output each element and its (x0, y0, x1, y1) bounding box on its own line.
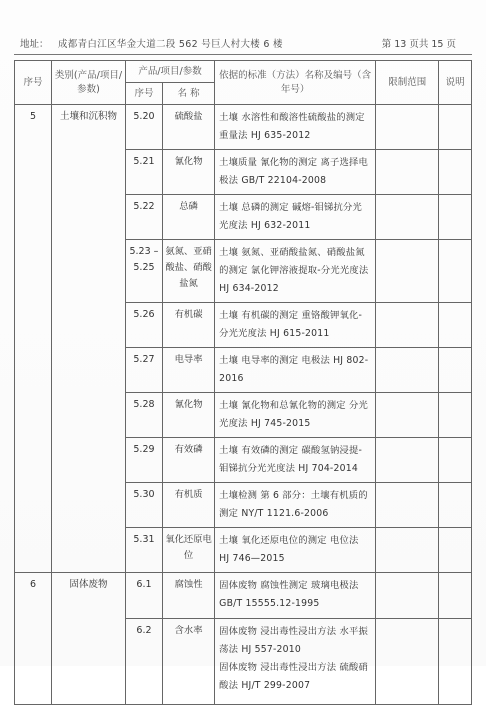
row-sub-name: 含水率 (174, 625, 203, 636)
row-limit (376, 240, 439, 303)
table-row (15, 105, 472, 150)
row-standard: 土壤 氰化物和总氰化物的测定 分光光度法 HJ 745-2015 (219, 400, 368, 429)
row-category (52, 303, 125, 311)
row-category (52, 393, 125, 401)
row-category (52, 438, 125, 446)
row-note (439, 240, 472, 303)
row-category: 土壤和沉积物 (59, 111, 117, 122)
row-limit (376, 573, 439, 619)
row-note (439, 483, 472, 528)
row-sub-seq: 5.26 (133, 309, 155, 320)
row-sub-seq: 5.31 (133, 534, 155, 545)
row-note (439, 303, 472, 348)
row-seq (15, 438, 51, 446)
row-seq (15, 393, 51, 401)
row-sub-name: 氨氮、亚硝酸盐、硝酸盐氮 (165, 246, 212, 289)
row-sub-seq: 5.21 (133, 156, 155, 167)
row-sub-seq: 6.1 (136, 579, 152, 590)
row-seq (15, 619, 51, 627)
row-category (52, 483, 125, 491)
table-row (15, 348, 472, 393)
row-category (52, 195, 125, 203)
row-standard: 土壤 电导率的测定 电极法 HJ 802-2016 (219, 355, 369, 384)
table-row (15, 240, 472, 303)
row-note (439, 195, 472, 240)
row-limit (376, 105, 439, 150)
header-product-group: 产品/项目/参数 (125, 61, 214, 83)
row-note (439, 348, 472, 393)
row-category (52, 619, 125, 627)
header-seq: 序号 (15, 61, 52, 105)
row-note (439, 619, 472, 705)
row-standard: 土壤检测 第 6 部分：土壤有机质的测定 NY/T 1121.6-2006 (219, 490, 368, 519)
row-limit (376, 619, 439, 705)
row-standard: 固体废物 腐蚀性测定 玻璃电极法 GB/T 15555.12-1995 (219, 580, 359, 609)
row-sub-name: 氰化物 (174, 399, 203, 410)
header-sub-name: 名 称 (162, 83, 214, 105)
row-note (439, 528, 472, 573)
row-note (439, 150, 472, 195)
row-seq (15, 348, 51, 356)
row-seq (15, 483, 51, 491)
row-seq (15, 195, 51, 203)
row-seq (15, 150, 51, 158)
row-sub-seq: 5.28 (133, 399, 155, 410)
row-sub-seq: 5.22 (133, 201, 155, 212)
row-limit (376, 348, 439, 393)
row-limit (376, 483, 439, 528)
row-seq (15, 240, 51, 248)
header-standard: 依据的标准（方法）名称及编号（含年号） (215, 61, 376, 105)
row-sub-seq: 5.30 (133, 489, 155, 500)
address-label: 地址： (20, 39, 49, 50)
header-divider (14, 54, 472, 55)
row-sub-name: 总磷 (179, 201, 198, 212)
row-sub-seq: 5.23 – 5.25 (129, 246, 159, 273)
header-limit: 限制范围 (376, 61, 439, 105)
row-sub-seq: 5.29 (133, 444, 155, 455)
table-row (15, 393, 472, 438)
row-seq (15, 303, 51, 311)
row-category (52, 150, 125, 158)
page-number: 第 13 页共 15 页 (381, 39, 456, 50)
page-header (20, 36, 466, 52)
row-seq (15, 528, 51, 536)
row-limit (376, 438, 439, 483)
row-standard: 土壤 有效磷的测定 碳酸氢钠浸提-钼锑抗分光光度法 HJ 704-2014 (219, 445, 362, 474)
row-category (52, 348, 125, 356)
row-sub-name: 氰化物 (174, 156, 203, 167)
row-standard: 土壤 氧化还原电位的测定 电位法 HJ 746—2015 (219, 535, 359, 564)
header-category: 类别(产品/项目/参数) (51, 61, 125, 105)
row-standard: 土壤 氨氮、亚硝酸盐氮、硝酸盐氮的测定 氯化钾溶液提取-分光光度法 HJ 634-2012 (219, 247, 369, 294)
scope-table (14, 60, 472, 705)
row-sub-name: 腐蚀性 (174, 579, 203, 590)
row-sub-name: 有机质 (174, 489, 203, 500)
table-body (15, 105, 472, 705)
row-standard: 土壤 水溶性和酸溶性硫酸盐的测定 重量法 HJ 635-2012 (219, 112, 365, 141)
table-row (15, 303, 472, 348)
row-sub-name: 氧化还原电位 (165, 534, 212, 561)
row-category (52, 528, 125, 536)
row-standard: 固体废物 浸出毒性浸出方法 水平振荡法 HJ 557-2010 固体废物 浸出毒性浸出方法 硫酸硝酸法 HJ/T 299-2007 (219, 626, 368, 691)
row-sub-seq: 5.27 (133, 354, 155, 365)
table-row (15, 573, 472, 619)
table-row (15, 150, 472, 195)
row-note (439, 573, 472, 619)
row-limit (376, 150, 439, 195)
row-note (439, 438, 472, 483)
table-row (15, 483, 472, 528)
header-note: 说明 (439, 61, 472, 105)
row-limit (376, 393, 439, 438)
row-seq: 6 (29, 579, 37, 590)
row-seq: 5 (29, 111, 37, 122)
row-standard: 土壤 总磷的测定 碱熔-钼锑抗分光光度法 HJ 632-2011 (219, 202, 362, 231)
row-standard: 土壤质量 氰化物的测定 离子选择电极法 GB/T 22104-2008 (219, 157, 368, 186)
row-sub-seq: 5.20 (133, 111, 155, 122)
table-row (15, 619, 472, 705)
row-limit (376, 528, 439, 573)
header-sub-seq: 序号 (125, 83, 162, 105)
table-row (15, 438, 472, 483)
row-sub-name: 有机碳 (174, 309, 203, 320)
row-category: 固体废物 (69, 579, 108, 590)
row-sub-seq: 6.2 (136, 625, 152, 636)
table-row (15, 195, 472, 240)
row-limit (376, 195, 439, 240)
row-sub-name: 电导率 (174, 354, 203, 365)
row-sub-name: 有效磷 (174, 444, 203, 455)
address-text: 成都青白江区华金大道二段 562 号巨人村大楼 6 楼 (58, 39, 283, 50)
row-note (439, 105, 472, 150)
row-standard: 土壤 有机碳的测定 重铬酸钾氧化-分光光度法 HJ 615-2011 (219, 310, 362, 339)
row-note (439, 393, 472, 438)
row-sub-name: 硫酸盐 (174, 111, 203, 122)
row-limit (376, 303, 439, 348)
table-row (15, 528, 472, 573)
row-category (52, 240, 125, 248)
